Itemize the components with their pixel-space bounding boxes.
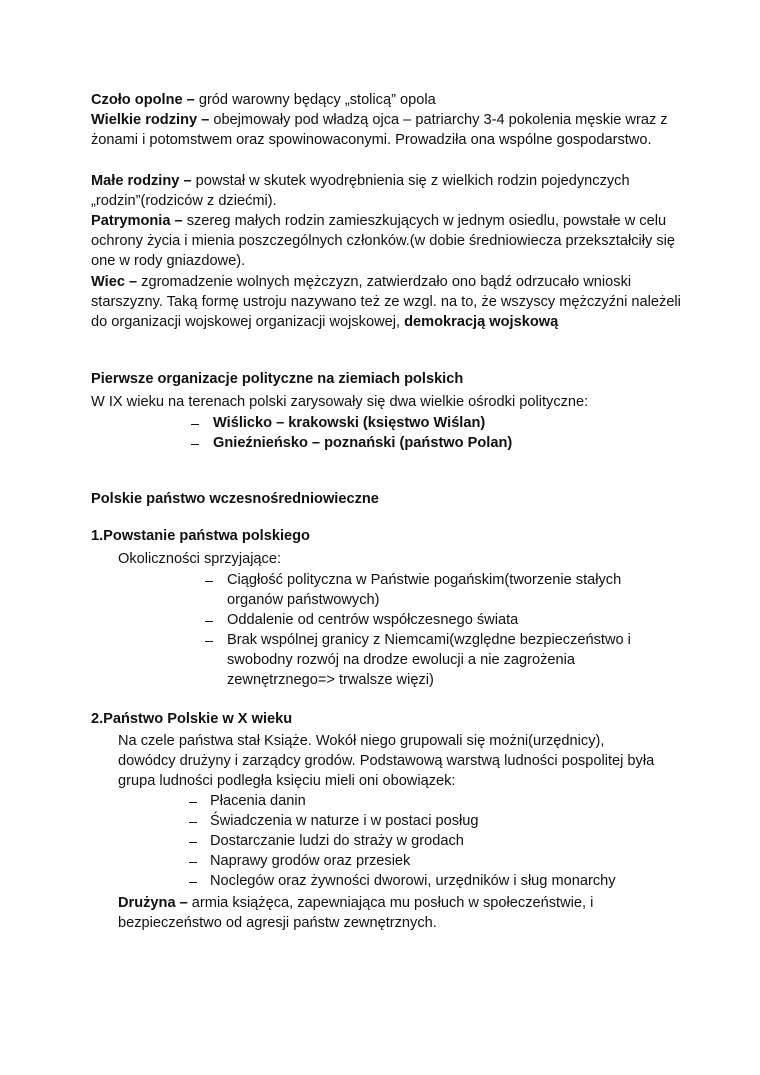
list-item-text: Świadczenia w naturze i w postaci posług bbox=[210, 813, 479, 829]
list-item-text: Oddalenie od centrów współczesnego świata bbox=[227, 612, 519, 628]
subsection-heading-powstanie: 1.Powstanie państwa polskiego bbox=[91, 528, 310, 544]
subsection-intro: Okoliczności sprzyjające: bbox=[118, 551, 282, 567]
definition-term: Wielkie rodziny – bbox=[91, 112, 210, 128]
definition-text: powstał w skutek wyodrębnienia się z wielkich rodzin pojedynczych „rodzin”(rodziców z dziećmi). bbox=[91, 173, 630, 210]
subsection-body: Na czele państwa stał Książe. Wokół niego grupowali się możni(urzędnicy), dowódcy drużyny i zarządcy grodów. Podstawową warstwą ludności pospolitej była grupa ludności podległa księciu mieli oni obowiązek: bbox=[118, 733, 655, 790]
definition-text: zgromadzenie wolnych mężczyzn, zatwierdzało ono bądź odrzucało wnioski starszyzny. Taką formę ustroju nazywano też ze wzgl. na to, że wszyscy mężczyźni należeli do organizacji wojskowej organizacji wojskowej, bbox=[91, 274, 681, 331]
list-item-text: Noclegów oraz żywności dworowi, urzędników i sług monarchy bbox=[210, 873, 616, 889]
dash-bullet-icon bbox=[205, 641, 213, 642]
definition-term: Czoło opolne – bbox=[91, 92, 195, 108]
list-item-text: Brak wspólnej granicy z Niemcami(względne bezpieczeństwo i swobodny rozwój na drodze ewolucji a nie zagrożenia zewnętrznego=> trwalsze więzi) bbox=[227, 632, 631, 689]
definition-text: obejmowały pod władzą ojca – patriarchy 3-4 pokolenia męskie wraz z żonami i potomstwem oraz spowinowaconymi. Prowadziła ona wspólne gospodarstwo. bbox=[91, 112, 668, 149]
dash-bullet-icon bbox=[189, 842, 197, 843]
definition-patrymonia bbox=[91, 211, 681, 272]
section-intro: W IX wieku na terenach polski zarysowały się dwa wielkie ośrodki polityczne: bbox=[91, 394, 589, 410]
definition-czolo-opolne bbox=[91, 90, 681, 110]
list-item-text: Ciągłość polityczna w Państwie pogańskim(tworzenie stałych organów państwowych) bbox=[227, 572, 622, 609]
definition-term: Wiec – bbox=[91, 274, 138, 290]
definition-text: szereg małych rodzin zamieszkujących w jednym osiedlu, powstałe w celu ochrony życia i mienia poszczególnych członków.(w dobie średniowiecza przekształciły się one w rody gniazdowe). bbox=[91, 213, 676, 270]
definition-wielkie-rodziny bbox=[91, 110, 681, 150]
dash-bullet-icon bbox=[191, 424, 199, 425]
definition-term: Patrymonia – bbox=[91, 213, 183, 229]
definition-term: Małe rodziny – bbox=[91, 173, 192, 189]
subsection-heading-x-wieku: 2.Państwo Polskie w X wieku bbox=[91, 711, 293, 727]
definition-druzyna bbox=[118, 893, 658, 933]
definition-wiec bbox=[91, 272, 681, 333]
list-item-text: Płacenia danin bbox=[210, 793, 306, 809]
dash-bullet-icon bbox=[205, 621, 213, 622]
dash-bullet-icon bbox=[205, 581, 213, 582]
definition-text: gród warowny będący „stolicą” opola bbox=[194, 92, 436, 108]
definition-emphasis: demokracją wojskową bbox=[404, 314, 559, 331]
definition-male-rodziny bbox=[91, 171, 681, 211]
list-item-text: Wiślicko – krakowski (księstwo Wiślan) bbox=[213, 415, 486, 431]
list-item-text: Gnieźnieńsko – poznański (państwo Polan) bbox=[213, 435, 513, 451]
definition-text: armia książęca, zapewniająca mu posłuch w społeczeństwie, i bezpieczeństwo od agresji państw zewnętrznych. bbox=[118, 895, 594, 932]
list-item-text: Naprawy grodów oraz przesiek bbox=[210, 853, 411, 869]
section-heading-panstwo: Polskie państwo wczesnośredniowieczne bbox=[91, 491, 379, 507]
dash-bullet-icon bbox=[189, 802, 197, 803]
list-item-text: Dostarczanie ludzi do straży w grodach bbox=[210, 833, 464, 849]
dash-bullet-icon bbox=[189, 862, 197, 863]
dash-bullet-icon bbox=[191, 444, 199, 445]
dash-bullet-icon bbox=[189, 822, 197, 823]
section-heading-organizacje: Pierwsze organizacje polityczne na ziemiach polskich bbox=[91, 371, 464, 387]
definition-term: Drużyna – bbox=[118, 895, 188, 911]
dash-bullet-icon bbox=[189, 882, 197, 883]
